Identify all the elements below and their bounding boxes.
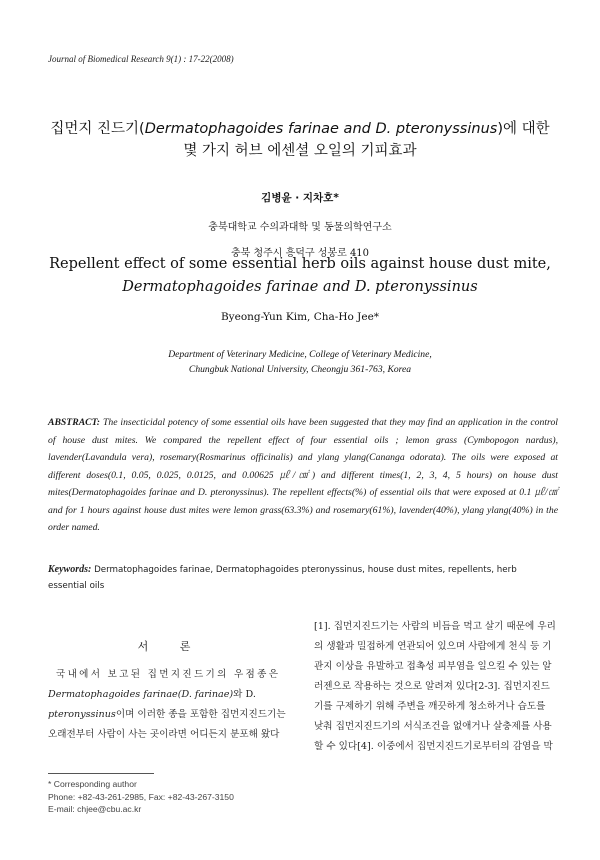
footnote [48,778,234,816]
body-line: [1]. 집먼지진드기는 사람의 비듬을 먹고 살기 때문에 우리 [314,621,556,632]
english-title [30,253,570,299]
english-affiliation: Department of Veterinary Medicine, College of Veterinary Medicine, Chungbuk National University, Cheongju 361-763, Korea [168,349,432,375]
abstract-text: The insecticidal potency of some essential oils have been suggested that they may find an application in the control of house dust mites. We compared the repellent effect of four essential oils ; lemon grass (Cymbopogon nardus), lavender(Lavandula vera), rosemary(Rosmarinus officinalis) and ylang ylang(Cananga odorata). The oils were exposed at different doses(0.1, 0.05, 0.025, 0.0125, and 0.00625 ㎕/㎠) and different times(1, 2, 3, 4, 5 hours) on house dust mites(Dermatophagoides farinae and D. pteronyssinus). The repellent effects(%) of essential oils that were exposed at 0.1 ㎕/㎠ and for 1 hours against house dust mites were lemon grass(63.3%) and rosemary(61%), lavender(40%), ylang ylang(40%) in the order named. [48,417,558,533]
section-heading-introduction: 서 론 [137,640,205,653]
english-title-line-2: Dermatophagoides farinae and D. pteronyssinus [122,279,478,295]
korean-affiliation: 충북대학교 수의과대학 및 동물의학연구소 [208,222,392,233]
footnote-divider [48,773,154,774]
body-line: Dermatophagoides farinae(D. farinae)와 D. [48,689,256,700]
body-line: 관지 이상을 유발하고 접촉성 피부염을 일으킬 수 있는 알 [314,661,552,672]
body-line: 낮춰 집먼지진드기의 서식조건을 없애거나 살충제를 사용 [314,721,552,732]
body-line: 러젠으로 작용하는 것으로 알려져 있다[2-3]. 집먼지진드 [314,681,550,692]
abstract-label: ABSTRACT: [48,417,101,428]
body-line: 국내에서 보고된 집먼지진드기의 우점종은 [56,669,281,680]
korean-title-line-1: 집먼지 진드기(Dermatophagoides farinae and D. pteronyssinus)에 대한 [50,121,550,137]
abstract [48,414,558,537]
footnote-email: E-mail: chjee@cbu.ac.kr [48,804,142,814]
korean-title-species: Dermatophagoides farinae and D. pteronyssinus [144,121,498,137]
journal-citation: Journal of Biomedical Research 9(1) : 17-22(2008) [48,54,234,64]
english-authors: Byeong-Yun Kim, Cha-Ho Jee* [220,311,380,323]
footnote-corresponding: * Corresponding author [48,779,137,789]
keywords [48,562,558,594]
intro-left-column [48,665,294,745]
body-line: 기를 구제하기 위해 주변을 깨끗하게 청소하거나 습도를 [314,701,546,712]
korean-authors: 김병윤 · 지차호* [261,192,339,204]
intro-right-column [314,617,560,757]
english-title-line-1: Repellent effect of some essential herb oils against house dust mite, [49,256,551,272]
body-line: 의 생활과 밀접하게 연관되어 있으며 사람에게 천식 등 기 [314,641,552,652]
keywords-label: Keywords: [48,564,92,575]
keywords-text: Dermatophagoides farinae, Dermatophagoides pteronyssinus, house dust mites, repellents, herb essential oils [48,565,517,591]
footnote-phone: Phone: +82-43-261-2985, Fax: +82-43-267-3150 [48,791,234,802]
body-line: pteronyssinus이며 이러한 종을 포함한 집먼지진드기는 [48,709,286,720]
korean-title [40,118,560,162]
korean-address: 충북 청주시 흥덕구 성봉로 410 [230,248,370,259]
korean-title-line-2: 몇 가지 허브 에센셜 오일의 기피효과 [183,143,417,159]
body-line: 오래전부터 사람이 사는 곳이라면 어디든지 분포해 왔다 [48,729,280,740]
body-line: 할 수 있다[4]. 이중에서 집먼지진드기로부터의 감염을 막 [314,741,553,752]
